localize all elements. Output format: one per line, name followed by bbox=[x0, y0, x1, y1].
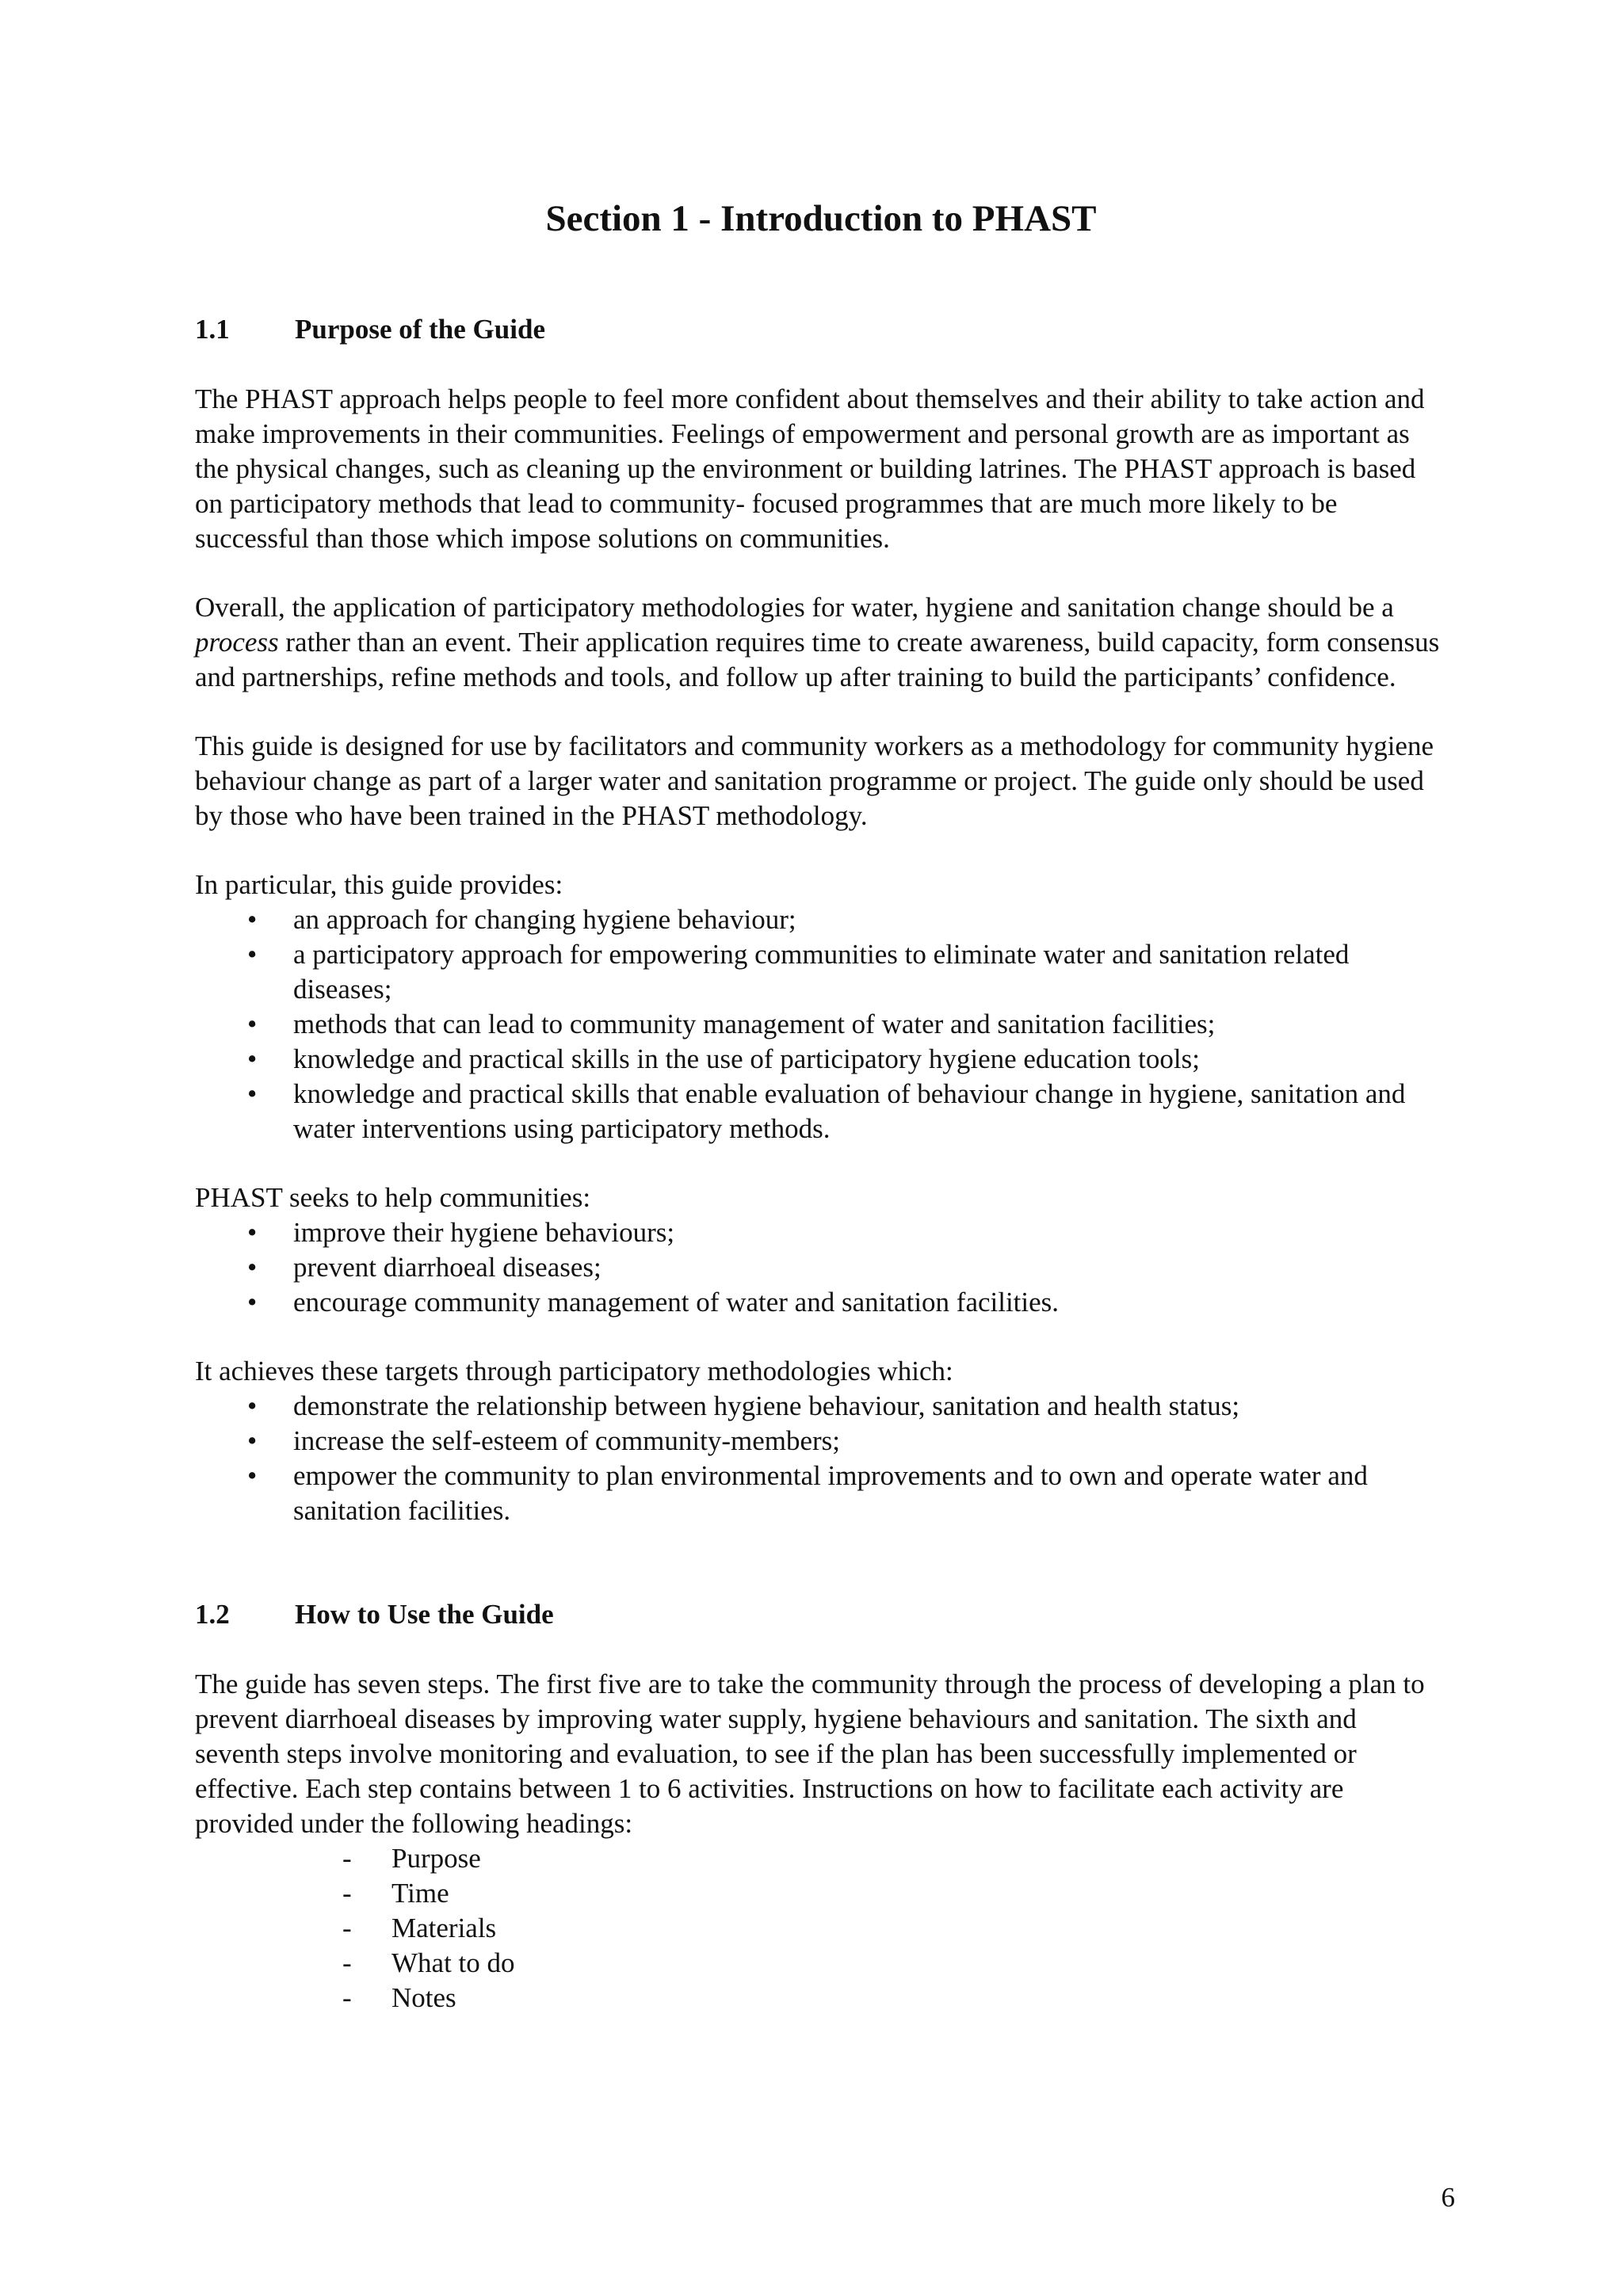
paragraph-text: Overall, the application of participatory methodologies for water, hygiene and sanitation change should be a bbox=[195, 592, 1394, 623]
bullet-list bbox=[195, 902, 1447, 1146]
paragraph: The PHAST approach helps people to feel more confident about themselves and their ability to take action and make improvements in their communities. Feelings of empowerment and personal growth are as important as the physical changes, such as cleaning up the environment or building latrines. The PHAST approach is based on participatory methods that lead to community- focused programmes that are much more likely to be successful than those which impose solutions on communities. bbox=[195, 383, 1425, 554]
list-intro: It achieves these targets through participatory methodologies which: bbox=[195, 1356, 953, 1386]
section-heading-1-2 bbox=[195, 1597, 1447, 1632]
paragraph bbox=[195, 590, 1447, 695]
list-item: • improve their hygiene behaviours; bbox=[195, 1215, 1447, 1250]
bullet-list bbox=[195, 1215, 1447, 1320]
list-item: • knowledge and practical skills in the use of participatory hygiene education tools; bbox=[195, 1042, 1447, 1077]
page-title: Section 1 - Introduction to PHAST bbox=[545, 198, 1097, 239]
list-item: • an approach for changing hygiene behaviour; bbox=[195, 902, 1447, 937]
list-item: • increase the self-esteem of community-members; bbox=[195, 1424, 1447, 1459]
list-item: - Materials bbox=[195, 1911, 1447, 1946]
section-title: Purpose of the Guide bbox=[295, 314, 545, 345]
spacer bbox=[195, 1562, 1447, 1597]
list-item: • encourage community management of water and sanitation facilities. bbox=[195, 1285, 1447, 1320]
list-item: • a participatory approach for empowering communities to eliminate water and sanitation related diseases; bbox=[195, 937, 1447, 1007]
paragraph: The guide has seven steps. The first five are to take the community through the process of developing a plan to prevent diarrhoeal diseases by improving water supply, hygiene behaviours and sanitation. The sixth and seventh steps involve monitoring and evaluation, to see if the plan has been successfully implemented or effective. Each step contains between 1 to 6 activities. Instructions on how to facilitate each activity are provided under the following headings: bbox=[195, 1669, 1425, 1839]
section-number: 1.1 bbox=[195, 314, 230, 345]
list-item: - Notes bbox=[195, 1981, 1447, 2016]
list-item: • knowledge and practical skills that enable evaluation of behaviour change in hygiene, sanitation and water interventions using participatory methods. bbox=[195, 1077, 1447, 1146]
list-item: • prevent diarrhoeal diseases; bbox=[195, 1250, 1447, 1285]
list-item: • empower the community to plan environmental improvements and to own and operate water and sanitation facilities. bbox=[195, 1459, 1447, 1528]
list-item: • methods that can lead to community management of water and sanitation facilities; bbox=[195, 1007, 1447, 1042]
page-content bbox=[195, 195, 1447, 2016]
section-number: 1.2 bbox=[195, 1599, 230, 1630]
list-intro: PHAST seeks to help communities: bbox=[195, 1182, 591, 1213]
list-item: - What to do bbox=[195, 1946, 1447, 1981]
list-item: - Purpose bbox=[195, 1841, 1447, 1876]
paragraph-text: rather than an event. Their application requires time to create awareness, build capacity, form consensus and partnerships, refine methods and tools, and follow up after training to build the participants’ confidence. bbox=[195, 627, 1440, 692]
bullet-list bbox=[195, 1389, 1447, 1528]
emphasis-text: process bbox=[195, 627, 279, 658]
list-intro: In particular, this guide provides: bbox=[195, 869, 563, 900]
list-item: - Time bbox=[195, 1876, 1447, 1911]
page-number: 6 bbox=[1441, 2182, 1455, 2213]
section-heading-1-1 bbox=[195, 312, 1447, 347]
dash-list bbox=[195, 1841, 1447, 2016]
paragraph: This guide is designed for use by facilitators and community workers as a methodology for community hygiene behaviour change as part of a larger water and sanitation programme or project. The guide only should be used by those who have been trained in the PHAST methodology. bbox=[195, 730, 1434, 831]
section-title: How to Use the Guide bbox=[295, 1599, 554, 1630]
list-item: • demonstrate the relationship between hygiene behaviour, sanitation and health status; bbox=[195, 1389, 1447, 1424]
